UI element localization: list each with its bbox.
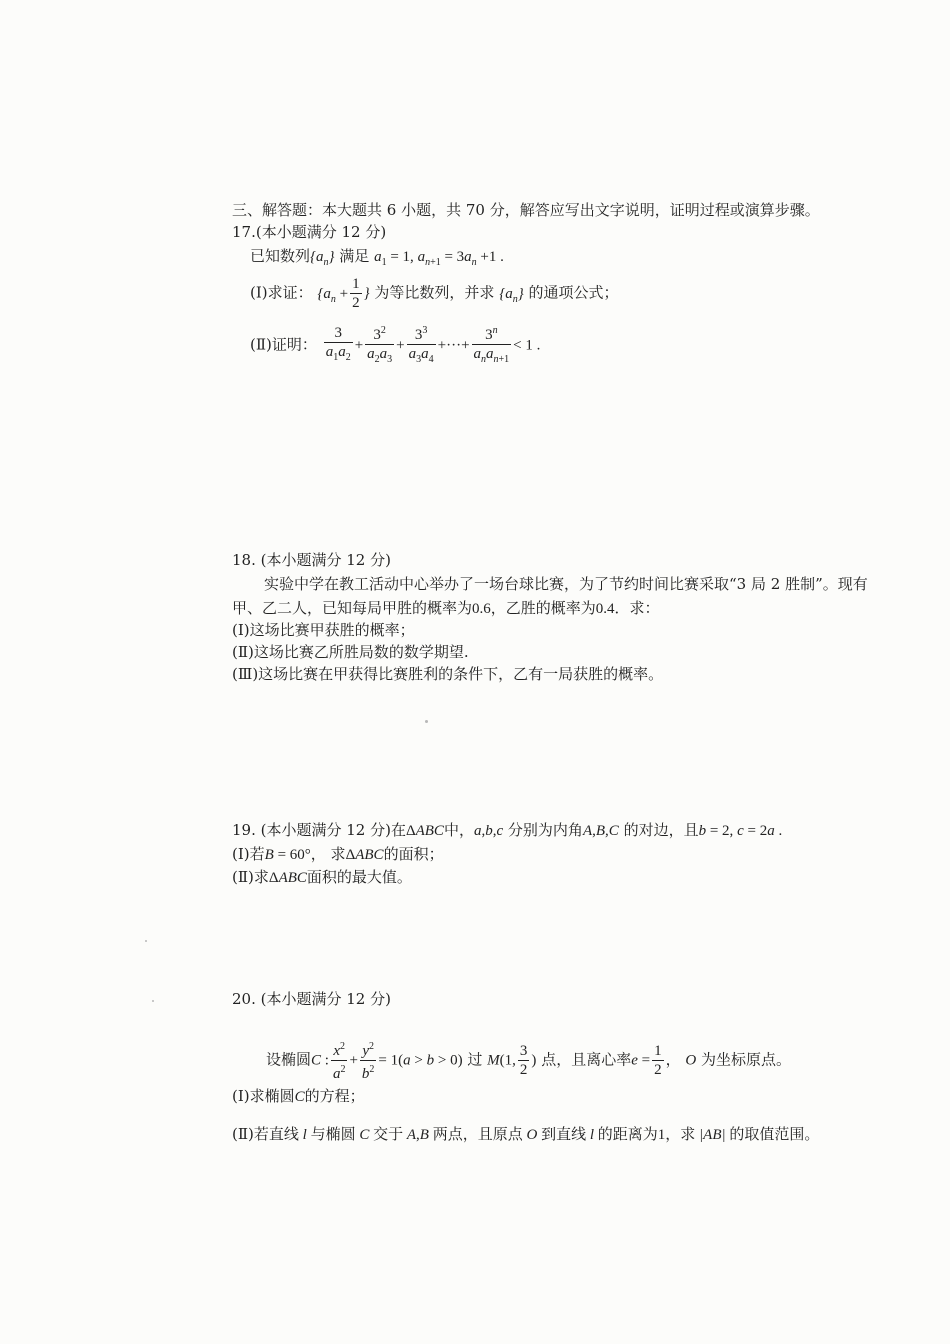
q19-head	[232, 821, 782, 840]
scan-speck	[425, 720, 428, 723]
q17-sum-term2: $\frac{3^2}{a_2a_3}$	[365, 322, 394, 369]
q18-part3: (Ⅲ)这场比赛在甲获得比赛胜利的条件下，乙有一局获胜的概率。	[232, 665, 664, 683]
q19-angles: A,B,C	[582, 823, 619, 839]
q20-t3: 点，且离心率	[541, 1050, 632, 1069]
q17-part1: (Ⅰ)求证： {$a_n$ + $\frac{1}{2}$ } 为等比数列，并求 $\{a_n\}$ 的通项公式；	[250, 276, 619, 311]
q18-part2: (Ⅱ)这场比赛乙所胜局数的数学期望.	[232, 643, 469, 661]
q18-body2a: 甲、乙二人，已知每局甲胜的概率为	[232, 599, 473, 617]
q19-t1: 中，	[443, 821, 474, 839]
q20-part2-c: 两点，且原点	[432, 1125, 523, 1143]
q19-t2: 分别为内角	[507, 821, 583, 839]
q19-triangle3: ΔABC	[268, 870, 307, 886]
q20-part2-a: 与椭圆	[310, 1125, 356, 1143]
q20-t5: 为坐标原点。	[701, 1050, 792, 1069]
q20-part2: (Ⅱ)若直线 l 与椭圆 C 交于 A,B 两点，且原点 O 到直线 l 的距离为1，求 |AB| 的取值范围。	[232, 1125, 820, 1143]
q17-sum-term3: $\frac{3^3}{a_3a_4}$	[407, 322, 436, 369]
scan-speck	[145, 940, 147, 942]
q20-half: $\frac{1}{2}$	[654, 1043, 662, 1078]
q19-part1-end: 的面积；	[383, 845, 444, 863]
q18-body2	[232, 599, 660, 618]
q17-part2: (Ⅱ)证明： $\frac{3}{a_1a_2}$ + $\frac{3^2}{a_2a_3}$ + $\frac{3^3}{a_3a_4}$ +···+ $\frac{3^n}{a_na_{n+1}}$ < 1 .	[250, 322, 540, 369]
q20-y-fraction: $\frac{y^2}{b^2}$	[360, 1038, 377, 1083]
q17-half-fraction: $\frac{1}{2}$	[352, 276, 360, 311]
q18-p1: 0.6	[472, 601, 491, 617]
q18-body2c: ．求：	[614, 599, 660, 617]
q19-part2-end: 面积的最大值。	[306, 868, 412, 886]
q20-t4: ，	[665, 1050, 681, 1069]
q20-part1: (Ⅰ)求椭圆C的方程；	[232, 1087, 365, 1105]
q20-x-fraction: $\frac{x^2}{a^2}$	[331, 1038, 348, 1083]
q17-head: 17.(本小题满分 12 分)	[232, 223, 387, 241]
q19-part1	[232, 845, 444, 864]
q19-part1-mid: ， 求	[310, 845, 346, 863]
q19-part2	[232, 868, 412, 887]
q17-sum-term1: $\frac{3}{a_1a_2}$	[325, 325, 351, 363]
q19-part1-label: (Ⅰ)若	[232, 845, 265, 863]
q20-t2: 过	[467, 1050, 483, 1069]
q19-part2-label: (Ⅱ)求	[232, 868, 269, 886]
q18-head: 18. (本小题满分 12 分)	[232, 551, 391, 569]
q17-part1-seq: {$a_n$ +	[317, 285, 349, 305]
q17-seq: $\{a_n\}$	[310, 249, 335, 268]
q20-ellipse-c: C :	[311, 1052, 329, 1069]
q18-body1: 实验中学在教工活动中心举办了一场台球比赛，为了节约时间比赛采取“3 局 2 胜制”。现有	[264, 575, 868, 593]
q18-body2b: ，乙胜的概率为	[490, 599, 596, 617]
q20-part2-d: 到直线	[541, 1125, 587, 1143]
q17-recurrence: $a_1 = 1$, $a_{n+1} = 3a_n +1$ .	[374, 249, 504, 268]
q17-part1-mid: 为等比数列，并求	[374, 283, 495, 302]
q20-eccentricity: e =	[631, 1052, 651, 1069]
q17-part1-label: (Ⅰ)求证：	[250, 283, 313, 302]
q19-t3: 的对边，且	[623, 821, 699, 839]
q20-ab-length: |AB|	[695, 1127, 730, 1143]
q19-triangle: ΔABC	[405, 823, 444, 839]
q19-head-text: 19. (本小题满分 12 分)在	[232, 821, 406, 839]
q17-given-prefix: 已知数列	[250, 247, 311, 265]
q20-head: 20. (本小题满分 12 分)	[232, 990, 391, 1008]
q20-t1: 设椭圆	[266, 1050, 312, 1069]
q17-part1-seq2: $\{a_n\}$	[499, 285, 524, 305]
q18-part1: (Ⅰ)这场比赛甲获胜的概率；	[232, 621, 415, 639]
q17-sum-termn: $\frac{3^n}{a_na_{n+1}}$	[472, 322, 512, 369]
q19-angle-b: B = 60°	[264, 847, 311, 863]
q20-part2-e: 的距离为	[597, 1125, 658, 1143]
q17-given	[250, 247, 504, 272]
q20-part2-end: 的取值范围。	[729, 1125, 820, 1143]
q20-part2-label: (Ⅱ)若直线	[232, 1125, 299, 1143]
q20-point-m: M(1,	[487, 1052, 516, 1069]
q19-condition: b = 2, c = 2a .	[698, 823, 783, 839]
q20-part1-end: 的方程；	[304, 1087, 365, 1105]
section-header: 三、解答题：本大题共 6 小题，共 70 分，解答应写出文字说明，证明过程或演算步骤。	[232, 201, 820, 219]
q17-given-mid: 满足	[339, 247, 370, 265]
q20-three-halves: $\frac{3}{2}$	[519, 1043, 528, 1078]
q18-p2: 0.4	[595, 601, 615, 617]
q17-part2-label: (Ⅱ)证明：	[250, 335, 317, 354]
q20-part2-one: 1	[657, 1127, 666, 1143]
q20-origin: O	[685, 1052, 697, 1069]
q19-sides: a,b,c	[473, 823, 504, 839]
q17-part1-end: 的通项公式；	[528, 283, 619, 302]
q20-part2-b: 交于	[373, 1125, 404, 1143]
scan-speck	[152, 1000, 154, 1002]
q19-triangle2: ΔABC	[345, 847, 384, 863]
q20-part1-label: (Ⅰ)求椭圆	[232, 1087, 295, 1105]
q20-part2-f: ，求	[665, 1125, 696, 1143]
q20-body: 设椭圆C : $\frac{x^2}{a^2}$ + $\frac{y^2}{b^2}$ = 1(a > b > 0) 过 M(1, $\frac{3}{2}$ ) 点，且离心率e = $\frac{1}{2}$ ， O 为坐标原点。	[266, 1038, 791, 1083]
